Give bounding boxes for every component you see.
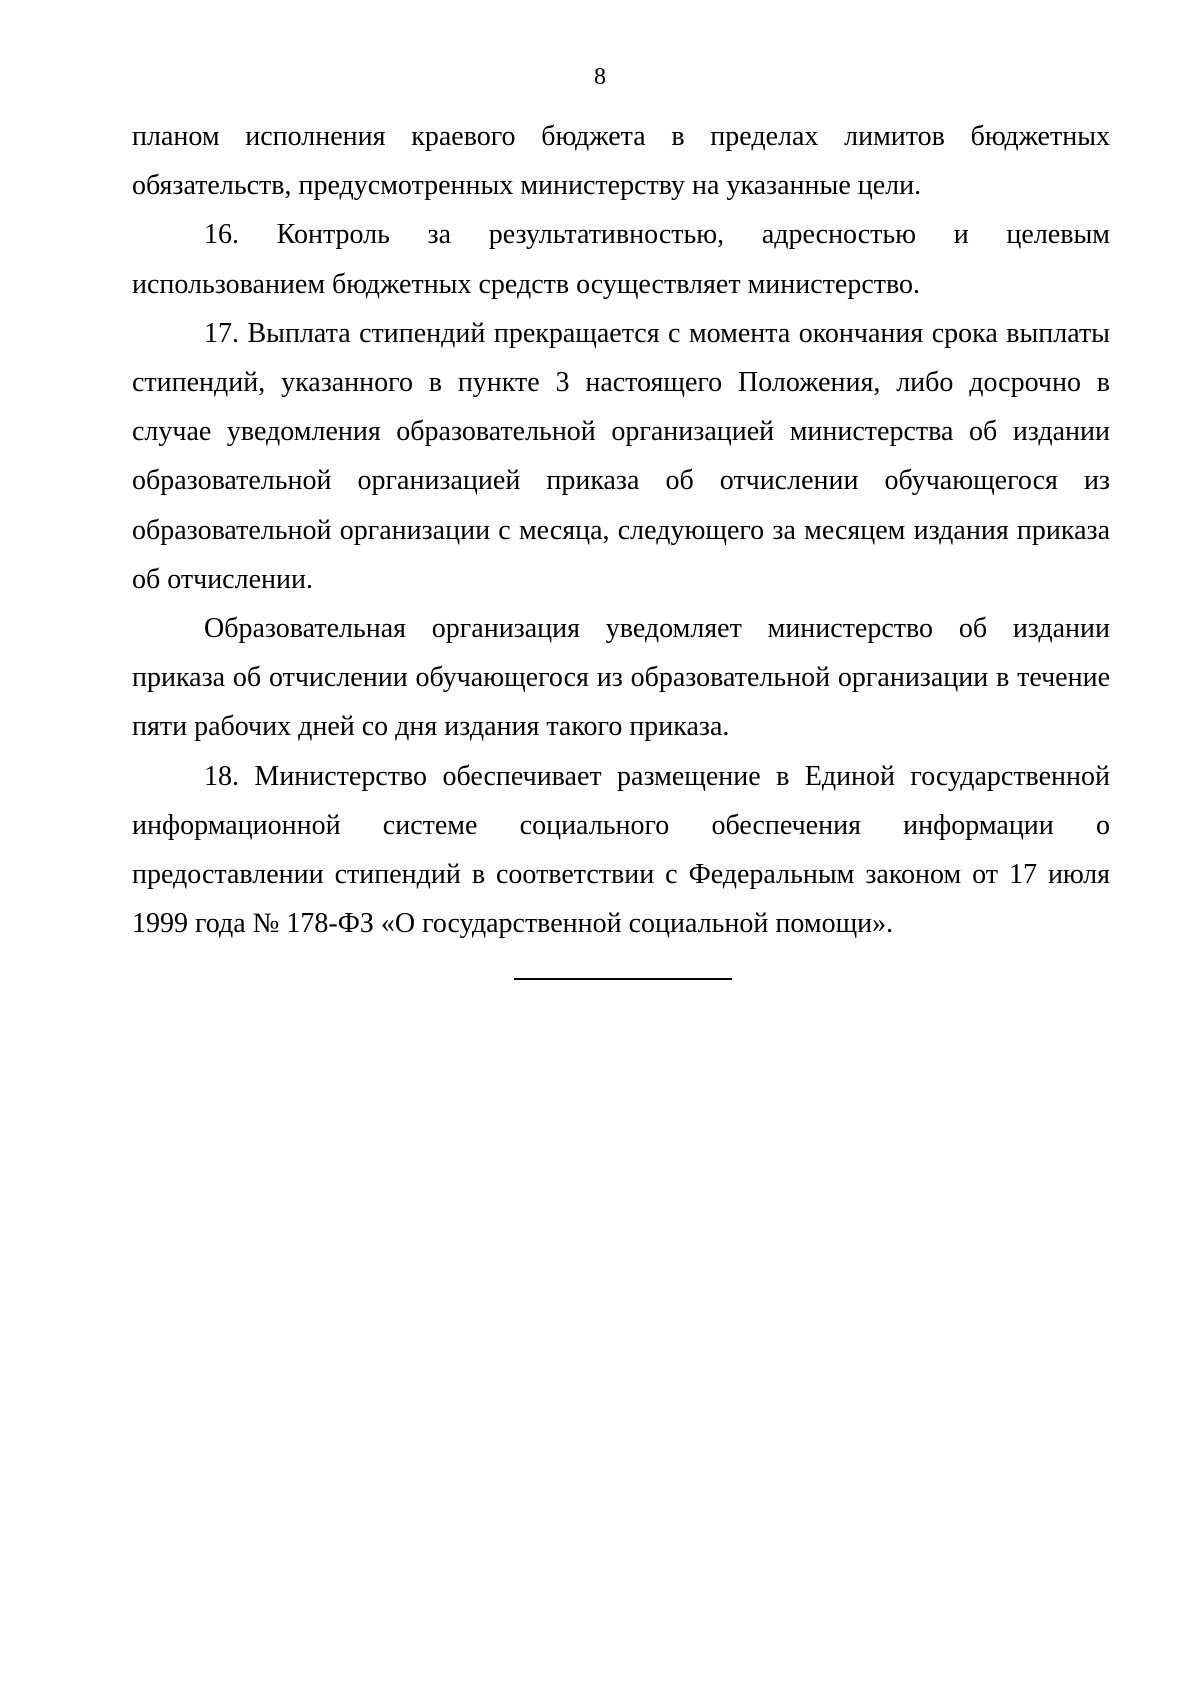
- paragraph-item-17: 17. Выплата стипендий прекращается с момента окончания срока выплаты стипендий, указанного в пункте 3 настоящего Положения, либо досрочно в случае уведомления образовательной организацией министерства об издании образовательной организацией приказа об отчислении обучающегося из образовательной организации с месяца, следующего за месяцем издания приказа об отчислении.: [132, 317, 1110, 595]
- document-body: [132, 112, 1110, 948]
- paragraph-item-18: 18. Министерство обеспечивает размещение в Единой государственной информационной системе социального обеспечения информации о предоставлении стипендий в соответствии с Федеральным законом от 17 июля 1999 года № 178-ФЗ «О государственной социальной помощи».: [132, 760, 1110, 940]
- paragraph-continuation: планом исполнения краевого бюджета в пределах лимитов бюджетных обязательств, предусмотренных министерству на указанные цели.: [132, 121, 1110, 202]
- paragraph-item-16: 16. Контроль за результативностью, адресностью и целевым использованием бюджетных средств осуществляет министерство.: [132, 219, 1110, 300]
- paragraph-notification: Образовательная организация уведомляет министерство об издании приказа об отчислении обучающегося из образовательной организации в течение пяти рабочих дней со дня издания такого приказа.: [132, 613, 1110, 743]
- end-of-document-rule: [514, 978, 732, 980]
- page-number: 8: [594, 64, 606, 90]
